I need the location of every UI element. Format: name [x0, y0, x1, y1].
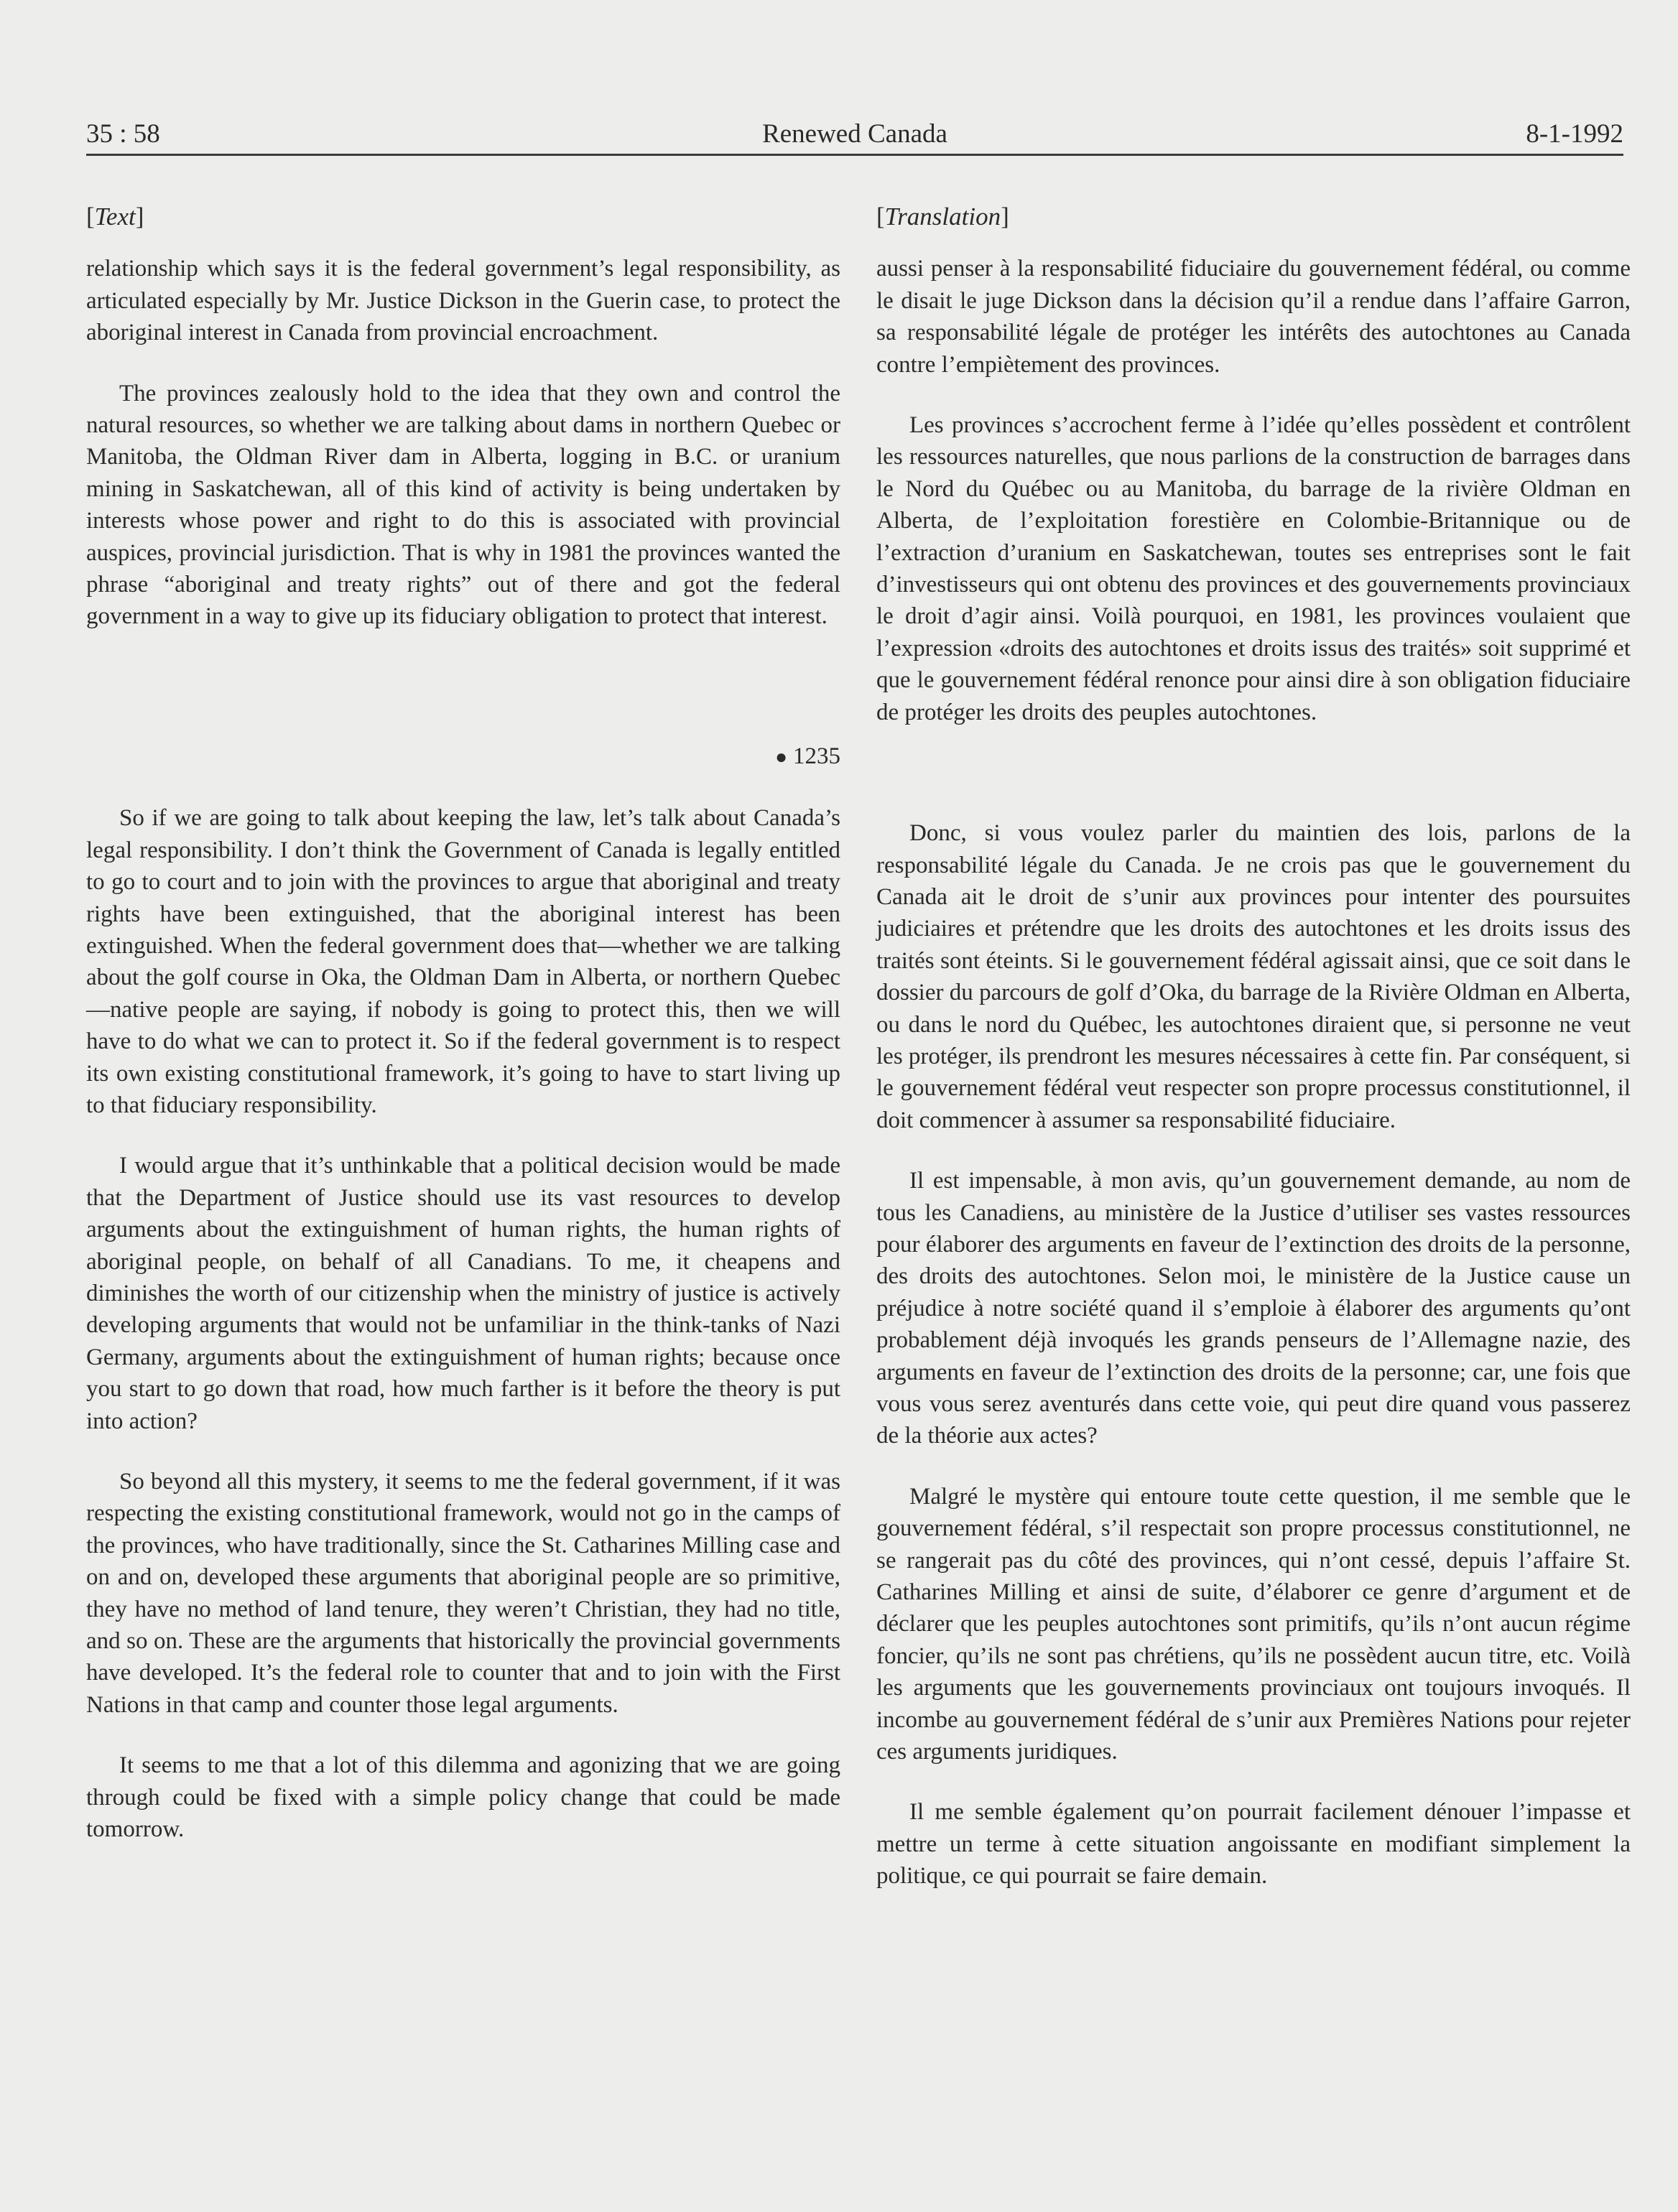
- paragraph: The provinces zealously hold to the idea that they own and control the natural resources, so whether we are talking about dams in northern Quebec or Manitoba, the Oldman River dam in Alberta, logging in B.C. or uranium mining in Saskatchewan, all of this kind of activity is being undertaken by interests whose power and right to do this is associated with provincial auspices, provincial jurisdiction. That is why in 1981 the provinces wanted the phrase “aboriginal and treaty rights” out of there and got the federal government in a way to give up its fiduciary obligation to protect that interest.: [86, 380, 840, 630]
- paragraph: relationship which says it is the federal government’s legal responsibility, as articulated especially by Mr. Justice Dickson in the Guerin case, to protect the aboriginal interest in Canada from provincial encroachment.: [86, 256, 840, 346]
- paragraph: So if we are going to talk about keeping the law, let’s talk about Canada’s legal responsibility. I don’t think the Government of Canada is legally entitled to go to court and to join with the provinces to argue that aboriginal and treaty rights have been extinguished, that the aboriginal interest has been extinguished. When the federal government does that—whether we are talking about the golf course in Oka, the Oldman Dam in Alberta, or northern Quebec—native people are saying, if nobody is going to protect this, then we will have to do what we can to protect it. So if the federal government is to respect its own existing constitutional framework, it’s going to have to start living up to that fiduciary responsibility.: [86, 805, 840, 1118]
- paragraph: I would argue that it’s unthinkable that a political decision would be made that the Department of Justice should use its vast resources to develop arguments about the extinguishment of human rights, the human rights of aboriginal people, on behalf of all Canadians. To me, it cheapens and diminishes the worth of our citizenship when the ministry of justice is actively developing arguments that would not be unfamiliar in the think-tanks of Nazi Germany, arguments about the extinguishment of human rights; because once you start to go down that road, how much farther is it before the theory is put into action?: [86, 1153, 840, 1434]
- translation-tag: [Translation]: [876, 203, 1009, 231]
- paragraph: aussi penser à la responsabilité fiduciaire du gouvernement fédéral, ou comme le disait le juge Dickson dans la décision qu’il a rendue dans l’affaire Garron, sa responsabilité légale de protéger les intérêts des autochtones au Canada contre l’empiètement des provinces.: [876, 256, 1631, 378]
- french-column: [876, 201, 1631, 1921]
- time-marker: ● 1235: [775, 743, 840, 769]
- running-title: Renewed Canada: [762, 119, 947, 149]
- sitting-date: 8-1-1992: [1526, 119, 1623, 149]
- page-header: [86, 113, 1623, 156]
- column-spacer: [876, 757, 1631, 817]
- paragraph: Il est impensable, à mon avis, qu’un gouvernement demande, au nom de tous les Canadiens, au ministère de la Justice d’utiliser ses vastes ressources pour élaborer des arguments en faveur de l’extinction des droits de la personne, des droits des autochtones. Selon moi, le ministère de la Justice cause un préjudice à notre société quand il s’emploie à élaborer des arguments qu’ont probablement déjà invoqués les grands penseurs de l’Allemagne nazie, des arguments en faveur de l’extinction des droits de la personne; car, une fois que vous vous serez aventurés dans cette voie, qui peut dire quand vous passerez de la théorie aux actes?: [876, 1168, 1631, 1449]
- paragraph: Il me semble également qu’on pourrait facilement dénouer l’impasse et mettre un terme à cette situation angoissante en modifiant simplement la politique, ce qui pourrait se faire demain.: [876, 1799, 1631, 1890]
- paragraph: Les provinces s’accrochent ferme à l’idée qu’elles possèdent et contrôlent les ressources naturelles, que nous parlions de la construction de barrages dans le Nord du Québec ou au Manitoba, du barrage de la rivière Oldman en Alberta, de l’exploitation forestière en Colombie-Britannique ou de l’extraction d’uranium en Saskatchewan, toutes ses entreprises sont le fait d’investisseurs qui ont obtenu des provinces et des gouvernements provinciaux le droit d’agir ainsi. Voilà pourquoi, en 1981, les provinces voulaient que l’expression «droits des autochtones et droits issus des traités» soit supprimé et que le gouvernement fédéral renonce pour ainsi dire à son obligation fiduciaire de protéger les droits des peuples autochtones.: [876, 412, 1631, 725]
- paragraph: Malgré le mystère qui entoure toute cette question, il me semble que le gouvernement fédéral, s’il respectait son propre processus constitutionnel, ne se rangerait pas du côté des provinces, qui n’ont cessé, depuis l’affaire St. Catharines Milling et ainsi de suite, d’élaborer ce genre d’argument et de déclarer que les peuples autochtones sont primitifs, qu’ils n’ont aucun régime foncier, qu’ils ne sont pas chrétiens, qu’ils ne possèdent aucun titre, etc. Voilà les arguments que les gouvernements provinciaux ont toujours invoqués. Il incombe au gouvernement fédéral de s’unir aux Premières Nations pour rejeter ces arguments juridiques.: [876, 1483, 1631, 1765]
- paragraph: It seems to me that a lot of this dilemma and agonizing that we are going through could be fixed with a simple policy change that could be made tomorrow.: [86, 1752, 840, 1843]
- paragraph: Donc, si vous voulez parler du maintien des lois, parlons de la responsabilité légale du Canada. Je ne crois pas que le gouvernement du Canada ait le droit de s’unir aux provinces pour intenter des poursuites judiciaires et prétendre que les droits des autochtones et les droits issus des traités sont éteints. Si le gouvernement fédéral agissait ainsi, que ce soit dans le dossier du parcours de golf d’Oka, du barrage de la Rivière Oldman en Alberta, ou dans le nord du Québec, les autochtones diraient que, si personne ne veut les protéger, ils prendront les mesures nécessaires à cette fin. Par conséquent, si le gouvernement fédéral veut respecter son propre processus constitutionnel, il doit commencer à assumer sa responsabilité fiduciaire.: [876, 820, 1631, 1133]
- bullet-icon: ●: [775, 745, 787, 768]
- page-number: 35 : 58: [86, 119, 160, 149]
- text-tag: [Text]: [86, 203, 144, 231]
- english-column: [86, 201, 840, 1874]
- paragraph: So beyond all this mystery, it seems to me the federal government, if it was respecting the existing constitutional framework, would not go in the camps of the provinces, who have traditionally, since the St. Catharines Milling case and on and on, developed these arguments that aboriginal people are so primitive, they have no method of land tenure, they weren’t Christian, they had no title, and so on. These are the arguments that historically the provincial governments have developed. It’s the federal role to counter that and to join with the First Nations in that camp and counter those legal arguments.: [86, 1469, 840, 1718]
